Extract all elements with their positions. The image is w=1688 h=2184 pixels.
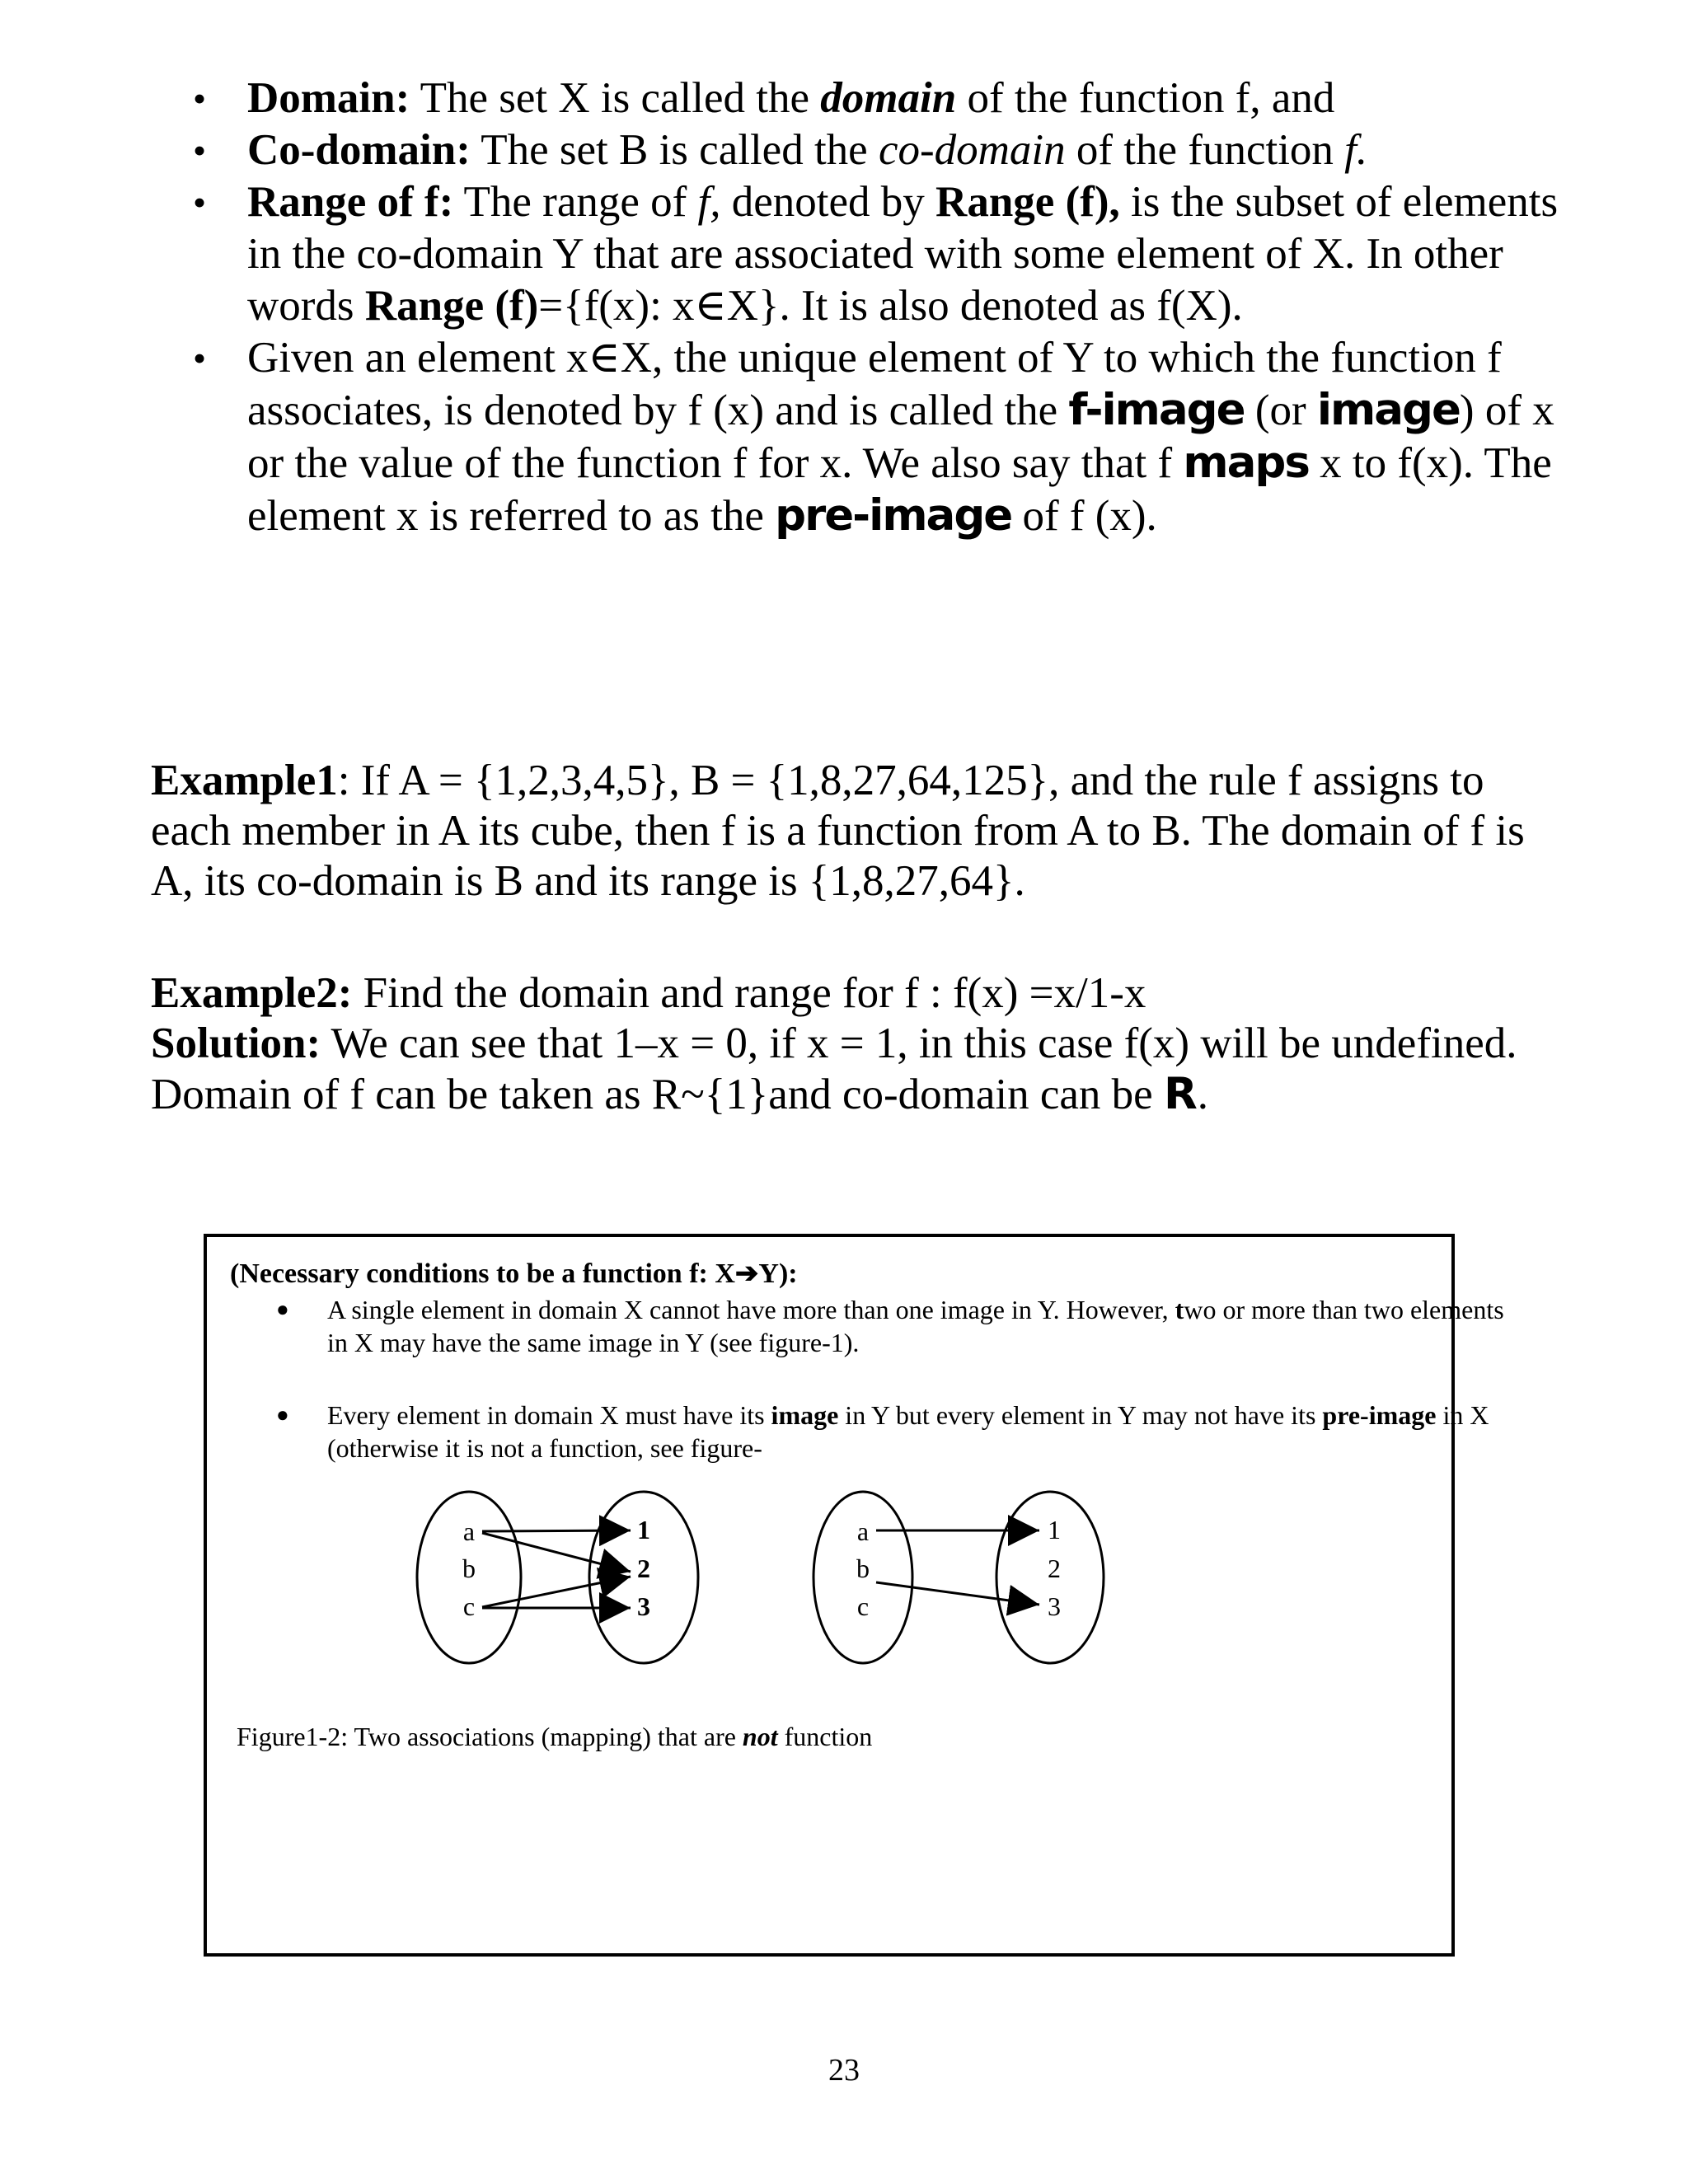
codomain-definition: • Co-domain: The set B is called the co-domain of the function f. — [247, 124, 1566, 176]
right-codomain-2: 2 — [1048, 1554, 1061, 1583]
right-codomain-3: 3 — [1048, 1591, 1061, 1621]
definitions-list — [152, 73, 1566, 542]
left-arrow-a-2 — [482, 1533, 631, 1572]
left-arrow-c-2 — [482, 1577, 631, 1607]
example-2-domain-line: Domain of f can be taken as R~{1}and co-domain can be R. — [151, 1069, 1208, 1119]
right-domain-a: a — [856, 1516, 870, 1546]
left-codomain-2: 2 — [637, 1554, 650, 1583]
right-codomain-1: 1 — [1048, 1515, 1061, 1544]
left-codomain-1: 1 — [637, 1515, 650, 1544]
right-domain-c: c — [856, 1591, 870, 1621]
left-codomain-3: 3 — [637, 1591, 650, 1621]
right-arrow-b-3 — [876, 1582, 1039, 1605]
example-2-solution: Solution: We can see that 1–x = 0, if x = 1, in this case f(x) will be undefined. — [151, 1019, 1517, 1067]
box-title: (Necessary conditions to be a function f: X➔Y): — [230, 1258, 798, 1289]
function-conditions-box — [204, 1234, 1504, 1957]
page-number: 23 — [828, 2053, 860, 2088]
example-2 — [151, 968, 1552, 1120]
right-domain-b: b — [856, 1554, 870, 1583]
left-domain-c: c — [462, 1591, 476, 1621]
example-2-question: Example2: Find the domain and range for f : f(x) =x/1-x — [151, 969, 1146, 1017]
left-arrow-a-1 — [482, 1530, 631, 1531]
example-1: Example1: If A = {1,2,3,4,5}, B = {1,8,27,64,125}, and the rule f assigns to each member in A its cube, then f is a function from A to B. The domain of f is A, its co-domain is B and its range is {1,8,27,64}. — [151, 757, 1525, 905]
mapping-figure — [207, 1237, 1451, 1954]
domain-definition: • Domain: The set X is called the domain of the function f, and — [247, 73, 1566, 124]
left-domain-b: b — [462, 1554, 476, 1583]
left-domain-a: a — [462, 1516, 476, 1546]
condition-item-2: ● Every element in domain X must have its image in Y but every element in Y may not have its pre-image in X (otherwise it is not a function, see figure- — [327, 1399, 1531, 1465]
image-definition: • Given an element x∈X, the unique element of Y to which the function f associates, is denoted by f (x) and is called the f-image (or image) of x or the value of the function f for x. We also say that f maps x to f(x). The element x is referred to as the pre-image of f (x). — [247, 332, 1566, 542]
figure-caption: Figure1-2: Two associations (mapping) that are not function — [237, 1722, 873, 1751]
condition-item-1: ● A single element in domain X cannot have more than one image in Y. However, two or more than two elements in X may have the same image in Y (see figure-1). — [327, 1293, 1531, 1359]
range-definition: • Range of f: The range of f, denoted by Range (f), is the subset of elements in the co-domain Y that are associated with some element of X. In other words Range (f)={f(x): x∈X}. It is also denoted as f(X). — [247, 176, 1566, 332]
